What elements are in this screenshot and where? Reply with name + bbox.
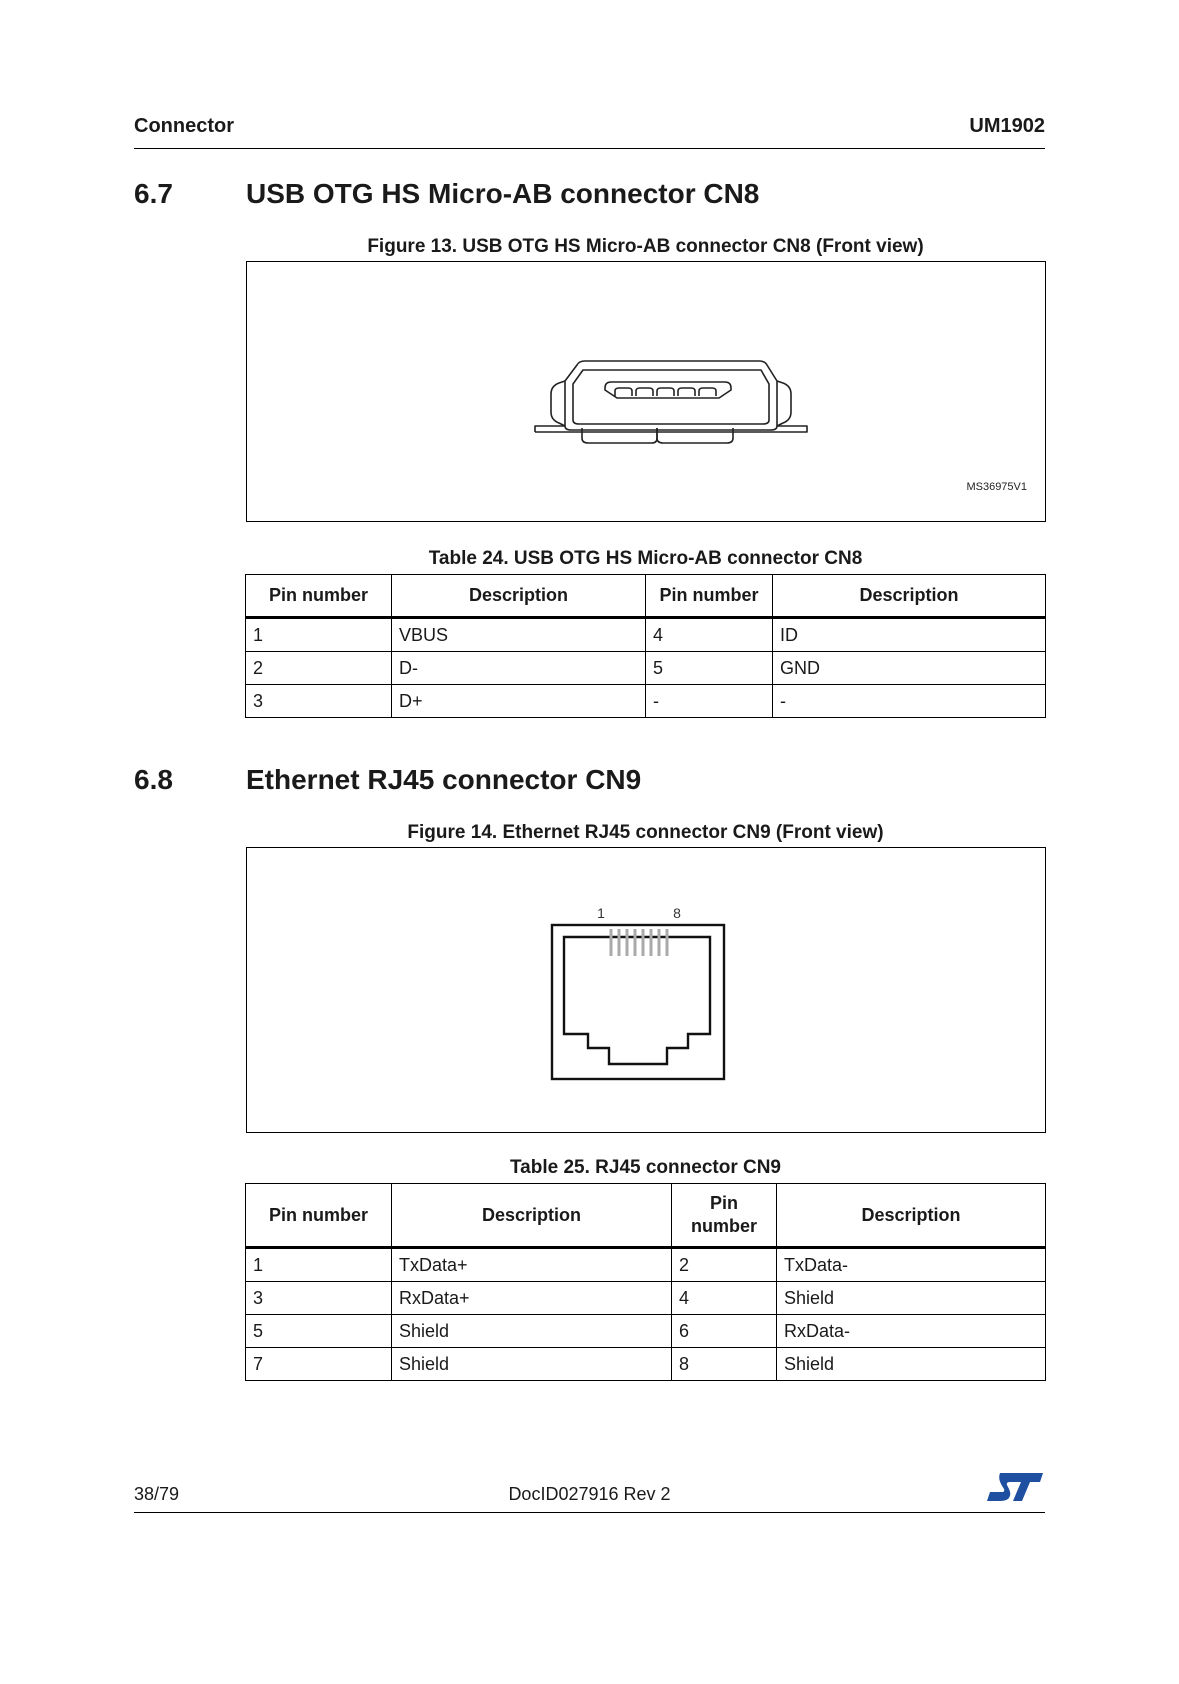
table-cell: - <box>773 685 1046 718</box>
table-cell: - <box>646 685 773 718</box>
table-cell: Shield <box>777 1348 1046 1381</box>
table-cell: 5 <box>646 652 773 685</box>
table-header-cell: Description <box>392 575 646 618</box>
table-row <box>246 1348 1046 1381</box>
table-cell: VBUS <box>392 618 646 652</box>
st-logo <box>986 1470 1046 1504</box>
table-cell: 4 <box>646 618 773 652</box>
table-header-row <box>246 1184 1046 1248</box>
table-25-caption: Table 25. RJ45 connector CN9 <box>509 1157 782 1178</box>
figure-13-box <box>246 261 1046 522</box>
table-cell: 4 <box>672 1282 777 1315</box>
table-cell: 8 <box>672 1348 777 1381</box>
table-cell: 2 <box>246 652 392 685</box>
usb-micro-ab-connector-drawing <box>247 262 1045 521</box>
table-cell: D+ <box>392 685 646 718</box>
table-cell: 5 <box>246 1315 392 1348</box>
table-cell: 3 <box>246 1282 392 1315</box>
table-cell: Shield <box>392 1315 672 1348</box>
footer-divider <box>134 1512 1045 1513</box>
table-cell: GND <box>773 652 1046 685</box>
table-cell: TxData- <box>777 1248 1046 1282</box>
table-row <box>246 685 1046 718</box>
table-cell: Shield <box>392 1348 672 1381</box>
rj45-outer-frame <box>552 925 724 1079</box>
section-6-8-number: 6.8 <box>134 764 173 795</box>
table-header-cell: Description <box>392 1184 672 1248</box>
rj45-jack-outline <box>564 937 710 1064</box>
section-6-8-title: Ethernet RJ45 connector CN9 <box>246 764 642 795</box>
table-header-cell: Description <box>777 1184 1046 1248</box>
table-24 <box>245 574 1046 718</box>
rj45-connector-drawing <box>247 848 1045 1132</box>
table-cell: 2 <box>672 1248 777 1282</box>
running-header-doc-code: UM1902 <box>969 115 1045 137</box>
table-row <box>246 1315 1046 1348</box>
table-cell: 1 <box>246 618 392 652</box>
table-cell: Shield <box>777 1282 1046 1315</box>
section-6-7-title: USB OTG HS Micro-AB connector CN8 <box>246 178 760 209</box>
figure-13-caption: Figure 13. USB OTG HS Micro-AB connector CN8 (Front view) <box>367 236 924 257</box>
table-cell: 6 <box>672 1315 777 1348</box>
rj45-contacts <box>611 929 667 956</box>
figure-13-code: MS36975V1 <box>966 481 1027 493</box>
section-6-7-number: 6.7 <box>134 178 173 209</box>
figure-14-box <box>246 847 1046 1133</box>
table-24-caption: Table 24. USB OTG HS Micro-AB connector CN8 <box>428 548 863 569</box>
table-row <box>246 618 1046 652</box>
table-header-cell: Pin number <box>672 1184 777 1248</box>
table-header-cell: Description <box>773 575 1046 618</box>
table-cell: D- <box>392 652 646 685</box>
table-header-cell: Pin number <box>246 575 392 618</box>
table-row <box>246 652 1046 685</box>
table-row <box>246 1282 1046 1315</box>
table-cell: TxData+ <box>392 1248 672 1282</box>
table-cell: 3 <box>246 685 392 718</box>
table-25 <box>245 1183 1046 1381</box>
rj45-pin-last-label: 8 <box>673 905 681 921</box>
table-header-row <box>246 575 1046 618</box>
table-row <box>246 1248 1046 1282</box>
figure-14-caption: Figure 14. Ethernet RJ45 connector CN9 (Front view) <box>407 822 884 843</box>
doc-id: DocID027916 Rev 2 <box>508 1484 671 1504</box>
table-cell: RxData- <box>777 1315 1046 1348</box>
table-header-cell: Pin number <box>246 1184 392 1248</box>
header-divider <box>134 148 1045 149</box>
st-logo-mark <box>987 1473 1043 1501</box>
table-cell: 1 <box>246 1248 392 1282</box>
table-cell: RxData+ <box>392 1282 672 1315</box>
table-header-cell: Pin number <box>646 575 773 618</box>
table-cell: ID <box>773 618 1046 652</box>
rj45-pin-first-label: 1 <box>597 905 605 921</box>
page-number: 38/79 <box>134 1484 180 1504</box>
table-cell: 7 <box>246 1348 392 1381</box>
running-header-section: Connector <box>134 115 234 137</box>
